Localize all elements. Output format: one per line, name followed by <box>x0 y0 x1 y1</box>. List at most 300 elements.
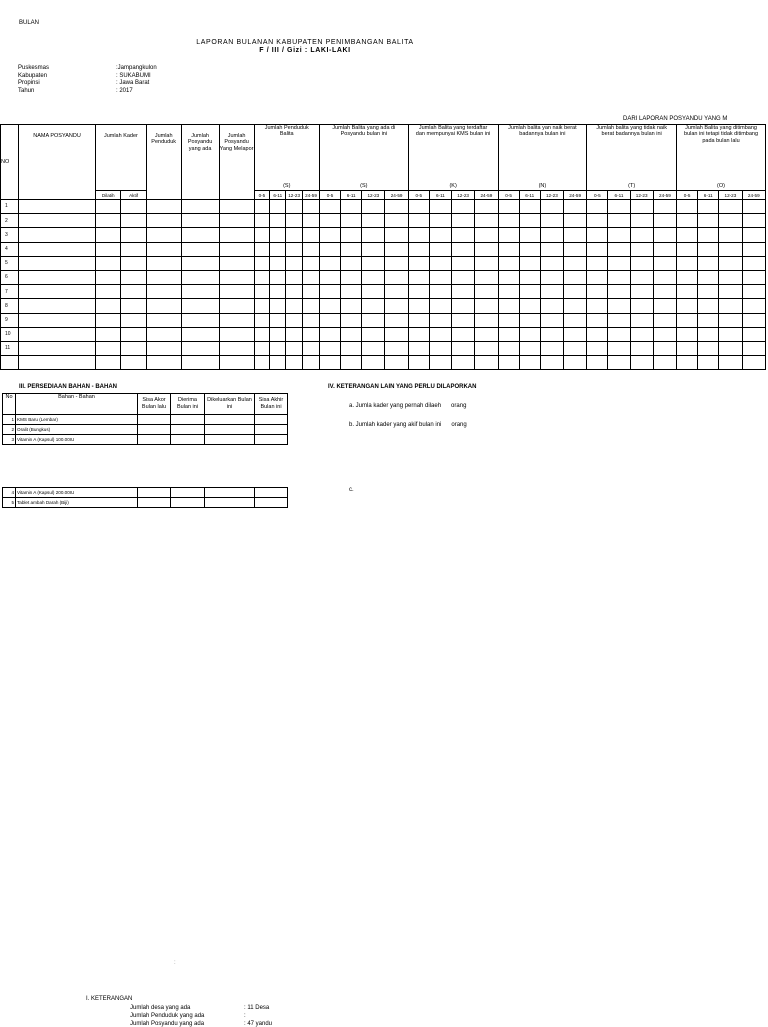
table-cell[interactable] <box>719 356 742 370</box>
bahan-cell[interactable] <box>171 498 205 508</box>
table-cell[interactable] <box>630 228 653 242</box>
table-cell[interactable] <box>540 299 563 313</box>
table-cell[interactable] <box>96 341 121 355</box>
table-cell[interactable] <box>677 242 698 256</box>
table-cell[interactable] <box>698 242 719 256</box>
table-cell[interactable] <box>653 313 676 327</box>
table-cell[interactable] <box>498 341 519 355</box>
table-cell[interactable] <box>319 285 340 299</box>
table-cell[interactable] <box>270 242 286 256</box>
table-cell[interactable] <box>219 200 254 214</box>
table-cell[interactable] <box>587 214 608 228</box>
table-cell[interactable] <box>608 228 630 242</box>
table-cell[interactable] <box>742 356 765 370</box>
table-cell[interactable] <box>219 228 254 242</box>
table-cell[interactable] <box>475 313 498 327</box>
table-cell[interactable] <box>519 242 540 256</box>
table-cell[interactable] <box>146 313 181 327</box>
table-cell[interactable] <box>385 270 408 284</box>
table-cell[interactable] <box>475 270 498 284</box>
table-cell[interactable] <box>429 285 451 299</box>
table-cell[interactable] <box>587 256 608 270</box>
table-cell[interactable] <box>385 299 408 313</box>
table-cell[interactable] <box>96 327 121 341</box>
table-cell[interactable] <box>341 270 362 284</box>
table-cell[interactable] <box>475 327 498 341</box>
table-cell[interactable] <box>303 327 320 341</box>
table-cell[interactable] <box>653 256 676 270</box>
table-cell[interactable] <box>519 200 540 214</box>
bahan-cell[interactable] <box>138 488 171 498</box>
table-cell[interactable] <box>319 214 340 228</box>
table-cell[interactable] <box>270 285 286 299</box>
table-cell[interactable] <box>564 256 587 270</box>
table-cell[interactable] <box>254 256 270 270</box>
table-cell[interactable] <box>587 285 608 299</box>
table-cell[interactable] <box>540 341 563 355</box>
table-cell[interactable] <box>286 313 303 327</box>
table-cell[interactable] <box>519 341 540 355</box>
table-cell[interactable] <box>519 285 540 299</box>
table-cell[interactable] <box>270 214 286 228</box>
table-cell[interactable] <box>742 313 765 327</box>
table-cell[interactable] <box>96 313 121 327</box>
table-cell[interactable] <box>341 356 362 370</box>
table-cell[interactable] <box>698 200 719 214</box>
table-cell[interactable] <box>742 299 765 313</box>
table-cell[interactable] <box>408 313 429 327</box>
table-cell[interactable] <box>96 214 121 228</box>
table-cell[interactable] <box>18 313 95 327</box>
table-cell[interactable] <box>677 256 698 270</box>
table-cell[interactable] <box>385 214 408 228</box>
table-cell[interactable] <box>146 341 181 355</box>
table-cell[interactable] <box>286 356 303 370</box>
table-cell[interactable] <box>96 242 121 256</box>
table-cell[interactable] <box>608 256 630 270</box>
table-cell[interactable] <box>540 200 563 214</box>
table-cell[interactable] <box>630 327 653 341</box>
table-cell[interactable] <box>608 327 630 341</box>
table-cell[interactable] <box>475 356 498 370</box>
table-cell[interactable] <box>452 299 475 313</box>
table-cell[interactable] <box>742 270 765 284</box>
table-cell[interactable] <box>653 270 676 284</box>
table-cell[interactable] <box>121 327 146 341</box>
table-cell[interactable] <box>385 285 408 299</box>
table-cell[interactable] <box>341 228 362 242</box>
table-cell[interactable] <box>362 341 385 355</box>
table-cell[interactable] <box>587 356 608 370</box>
table-cell[interactable] <box>286 256 303 270</box>
table-cell[interactable] <box>121 200 146 214</box>
table-cell[interactable] <box>429 270 451 284</box>
table-cell[interactable] <box>653 228 676 242</box>
table-cell[interactable] <box>677 299 698 313</box>
bahan-cell[interactable] <box>205 488 255 498</box>
table-cell[interactable] <box>303 299 320 313</box>
table-cell[interactable] <box>362 327 385 341</box>
table-cell[interactable] <box>540 242 563 256</box>
bahan-cell[interactable] <box>205 415 255 425</box>
table-cell[interactable] <box>677 270 698 284</box>
table-cell[interactable] <box>653 214 676 228</box>
table-cell[interactable] <box>385 356 408 370</box>
table-cell[interactable] <box>96 200 121 214</box>
table-cell[interactable] <box>181 200 219 214</box>
table-cell[interactable] <box>270 256 286 270</box>
table-cell[interactable] <box>719 285 742 299</box>
bahan-cell[interactable] <box>138 415 171 425</box>
table-cell[interactable] <box>303 256 320 270</box>
table-cell[interactable] <box>429 228 451 242</box>
bahan-cell[interactable] <box>138 498 171 508</box>
table-cell[interactable] <box>146 200 181 214</box>
table-cell[interactable] <box>698 228 719 242</box>
table-cell[interactable] <box>630 341 653 355</box>
table-cell[interactable] <box>341 327 362 341</box>
table-cell[interactable] <box>452 256 475 270</box>
table-cell[interactable] <box>286 285 303 299</box>
table-cell[interactable] <box>498 270 519 284</box>
table-cell[interactable] <box>319 341 340 355</box>
table-cell[interactable] <box>121 285 146 299</box>
table-cell[interactable] <box>677 228 698 242</box>
table-cell[interactable] <box>540 285 563 299</box>
table-cell[interactable] <box>653 356 676 370</box>
table-cell[interactable] <box>630 299 653 313</box>
table-cell[interactable] <box>475 256 498 270</box>
table-cell[interactable] <box>498 200 519 214</box>
table-cell[interactable] <box>475 228 498 242</box>
table-cell[interactable] <box>362 256 385 270</box>
table-cell[interactable] <box>452 242 475 256</box>
table-cell[interactable] <box>270 356 286 370</box>
table-cell[interactable] <box>630 214 653 228</box>
table-cell[interactable] <box>698 341 719 355</box>
table-cell[interactable] <box>121 313 146 327</box>
table-cell[interactable] <box>698 356 719 370</box>
table-cell[interactable] <box>319 313 340 327</box>
table-cell[interactable] <box>564 285 587 299</box>
table-cell[interactable] <box>121 228 146 242</box>
table-cell[interactable] <box>254 299 270 313</box>
table-cell[interactable] <box>286 270 303 284</box>
table-cell[interactable] <box>319 228 340 242</box>
table-cell[interactable] <box>219 356 254 370</box>
table-cell[interactable] <box>564 200 587 214</box>
bahan-cell[interactable] <box>171 415 205 425</box>
table-cell[interactable] <box>408 242 429 256</box>
table-cell[interactable] <box>96 256 121 270</box>
table-cell[interactable] <box>742 242 765 256</box>
table-cell[interactable] <box>303 270 320 284</box>
table-cell[interactable] <box>608 214 630 228</box>
table-cell[interactable] <box>452 356 475 370</box>
table-cell[interactable] <box>540 313 563 327</box>
table-cell[interactable] <box>181 228 219 242</box>
table-cell[interactable] <box>475 200 498 214</box>
table-cell[interactable] <box>303 228 320 242</box>
table-cell[interactable] <box>719 313 742 327</box>
table-cell[interactable] <box>146 285 181 299</box>
table-cell[interactable] <box>630 256 653 270</box>
table-cell[interactable] <box>429 299 451 313</box>
table-cell[interactable] <box>519 299 540 313</box>
table-cell[interactable] <box>286 327 303 341</box>
table-cell[interactable] <box>452 200 475 214</box>
table-cell[interactable] <box>121 242 146 256</box>
table-cell[interactable] <box>408 228 429 242</box>
table-cell[interactable] <box>146 242 181 256</box>
table-cell[interactable] <box>429 200 451 214</box>
table-cell[interactable] <box>96 299 121 313</box>
table-cell[interactable] <box>698 313 719 327</box>
table-cell[interactable] <box>146 214 181 228</box>
table-cell[interactable] <box>540 270 563 284</box>
table-cell[interactable] <box>608 341 630 355</box>
table-cell[interactable] <box>219 327 254 341</box>
table-cell[interactable] <box>742 228 765 242</box>
table-cell[interactable] <box>698 256 719 270</box>
table-cell[interactable] <box>719 242 742 256</box>
table-cell[interactable] <box>540 327 563 341</box>
table-cell[interactable] <box>254 356 270 370</box>
table-cell[interactable] <box>181 327 219 341</box>
table-cell[interactable] <box>319 299 340 313</box>
table-cell[interactable] <box>452 214 475 228</box>
table-cell[interactable] <box>742 327 765 341</box>
table-cell[interactable] <box>498 327 519 341</box>
table-cell[interactable] <box>362 200 385 214</box>
table-cell[interactable] <box>540 214 563 228</box>
table-cell[interactable] <box>429 214 451 228</box>
table-cell[interactable] <box>408 200 429 214</box>
table-cell[interactable] <box>408 214 429 228</box>
table-cell[interactable] <box>254 242 270 256</box>
table-cell[interactable] <box>341 285 362 299</box>
table-cell[interactable] <box>719 270 742 284</box>
table-cell[interactable] <box>219 214 254 228</box>
table-cell[interactable] <box>475 242 498 256</box>
table-cell[interactable] <box>519 356 540 370</box>
table-cell[interactable] <box>18 214 95 228</box>
table-cell[interactable] <box>408 285 429 299</box>
table-cell[interactable] <box>121 299 146 313</box>
table-cell[interactable] <box>385 256 408 270</box>
table-cell[interactable] <box>219 313 254 327</box>
table-cell[interactable] <box>677 214 698 228</box>
table-cell[interactable] <box>564 313 587 327</box>
table-cell[interactable] <box>475 299 498 313</box>
table-cell[interactable] <box>498 313 519 327</box>
table-cell[interactable] <box>498 214 519 228</box>
table-cell[interactable] <box>587 242 608 256</box>
table-cell[interactable] <box>540 356 563 370</box>
table-cell[interactable] <box>385 200 408 214</box>
table-cell[interactable] <box>677 200 698 214</box>
table-cell[interactable] <box>630 313 653 327</box>
table-cell[interactable] <box>146 228 181 242</box>
table-cell[interactable] <box>146 327 181 341</box>
table-cell[interactable] <box>698 285 719 299</box>
table-cell[interactable] <box>719 299 742 313</box>
table-cell[interactable] <box>319 256 340 270</box>
table-cell[interactable] <box>181 341 219 355</box>
table-cell[interactable] <box>146 356 181 370</box>
table-cell[interactable] <box>385 341 408 355</box>
table-cell[interactable] <box>698 270 719 284</box>
table-cell[interactable] <box>452 270 475 284</box>
bahan-cell[interactable] <box>138 435 171 445</box>
table-cell[interactable] <box>219 285 254 299</box>
table-cell[interactable] <box>587 341 608 355</box>
table-cell[interactable] <box>719 256 742 270</box>
table-cell[interactable] <box>18 242 95 256</box>
table-cell[interactable] <box>362 285 385 299</box>
table-cell[interactable] <box>587 327 608 341</box>
table-cell[interactable] <box>18 256 95 270</box>
table-cell[interactable] <box>96 228 121 242</box>
table-cell[interactable] <box>719 214 742 228</box>
bahan-cell[interactable] <box>138 425 171 435</box>
table-cell[interactable] <box>498 299 519 313</box>
table-cell[interactable] <box>408 270 429 284</box>
table-cell[interactable] <box>564 242 587 256</box>
table-cell[interactable] <box>385 228 408 242</box>
table-cell[interactable] <box>385 242 408 256</box>
table-cell[interactable] <box>254 200 270 214</box>
bahan-cell[interactable] <box>255 435 288 445</box>
table-cell[interactable] <box>429 242 451 256</box>
table-cell[interactable] <box>540 256 563 270</box>
table-cell[interactable] <box>254 228 270 242</box>
table-cell[interactable] <box>362 242 385 256</box>
table-cell[interactable] <box>341 242 362 256</box>
table-cell[interactable] <box>608 285 630 299</box>
table-cell[interactable] <box>362 270 385 284</box>
table-cell[interactable] <box>121 256 146 270</box>
table-cell[interactable] <box>362 299 385 313</box>
table-cell[interactable] <box>96 356 121 370</box>
table-cell[interactable] <box>475 285 498 299</box>
table-cell[interactable] <box>254 327 270 341</box>
table-cell[interactable] <box>96 285 121 299</box>
table-cell[interactable] <box>519 327 540 341</box>
table-cell[interactable] <box>96 270 121 284</box>
table-cell[interactable] <box>429 341 451 355</box>
table-cell[interactable] <box>564 299 587 313</box>
table-cell[interactable] <box>630 200 653 214</box>
table-cell[interactable] <box>219 256 254 270</box>
table-cell[interactable] <box>303 341 320 355</box>
table-cell[interactable] <box>121 356 146 370</box>
table-cell[interactable] <box>608 270 630 284</box>
table-cell[interactable] <box>181 242 219 256</box>
table-cell[interactable] <box>630 242 653 256</box>
table-cell[interactable] <box>742 256 765 270</box>
table-cell[interactable] <box>303 313 320 327</box>
table-cell[interactable] <box>429 327 451 341</box>
table-cell[interactable] <box>18 327 95 341</box>
table-cell[interactable] <box>630 356 653 370</box>
table-cell[interactable] <box>303 242 320 256</box>
table-cell[interactable] <box>385 313 408 327</box>
table-cell[interactable] <box>385 327 408 341</box>
table-cell[interactable] <box>270 313 286 327</box>
table-cell[interactable] <box>303 200 320 214</box>
table-cell[interactable] <box>630 285 653 299</box>
bahan-cell[interactable] <box>255 425 288 435</box>
table-cell[interactable] <box>677 341 698 355</box>
table-cell[interactable] <box>564 356 587 370</box>
table-cell[interactable] <box>286 228 303 242</box>
table-cell[interactable] <box>519 214 540 228</box>
bahan-cell[interactable] <box>205 498 255 508</box>
table-cell[interactable] <box>286 341 303 355</box>
table-cell[interactable] <box>653 200 676 214</box>
table-cell[interactable] <box>181 299 219 313</box>
table-cell[interactable] <box>498 228 519 242</box>
table-cell[interactable] <box>408 327 429 341</box>
bahan-cell[interactable] <box>205 425 255 435</box>
table-cell[interactable] <box>18 341 95 355</box>
table-cell[interactable] <box>452 327 475 341</box>
table-cell[interactable] <box>18 228 95 242</box>
table-cell[interactable] <box>429 256 451 270</box>
table-cell[interactable] <box>452 285 475 299</box>
table-cell[interactable] <box>270 299 286 313</box>
table-cell[interactable] <box>18 356 95 370</box>
table-cell[interactable] <box>742 200 765 214</box>
table-cell[interactable] <box>286 200 303 214</box>
table-cell[interactable] <box>341 200 362 214</box>
table-cell[interactable] <box>653 285 676 299</box>
table-cell[interactable] <box>121 341 146 355</box>
table-cell[interactable] <box>677 285 698 299</box>
table-cell[interactable] <box>630 270 653 284</box>
table-cell[interactable] <box>270 341 286 355</box>
bahan-cell[interactable] <box>255 488 288 498</box>
table-cell[interactable] <box>18 299 95 313</box>
table-cell[interactable] <box>286 299 303 313</box>
table-cell[interactable] <box>270 327 286 341</box>
table-cell[interactable] <box>742 341 765 355</box>
table-cell[interactable] <box>219 299 254 313</box>
table-cell[interactable] <box>498 242 519 256</box>
table-cell[interactable] <box>498 356 519 370</box>
table-cell[interactable] <box>408 341 429 355</box>
table-cell[interactable] <box>270 228 286 242</box>
table-cell[interactable] <box>719 327 742 341</box>
table-cell[interactable] <box>429 356 451 370</box>
table-cell[interactable] <box>653 327 676 341</box>
table-cell[interactable] <box>742 214 765 228</box>
table-cell[interactable] <box>181 285 219 299</box>
table-cell[interactable] <box>519 256 540 270</box>
table-cell[interactable] <box>653 242 676 256</box>
table-cell[interactable] <box>362 356 385 370</box>
table-cell[interactable] <box>146 299 181 313</box>
table-cell[interactable] <box>121 214 146 228</box>
table-cell[interactable] <box>677 356 698 370</box>
table-cell[interactable] <box>286 214 303 228</box>
table-cell[interactable] <box>475 341 498 355</box>
table-cell[interactable] <box>286 242 303 256</box>
table-cell[interactable] <box>319 270 340 284</box>
table-cell[interactable] <box>270 200 286 214</box>
table-cell[interactable] <box>219 270 254 284</box>
